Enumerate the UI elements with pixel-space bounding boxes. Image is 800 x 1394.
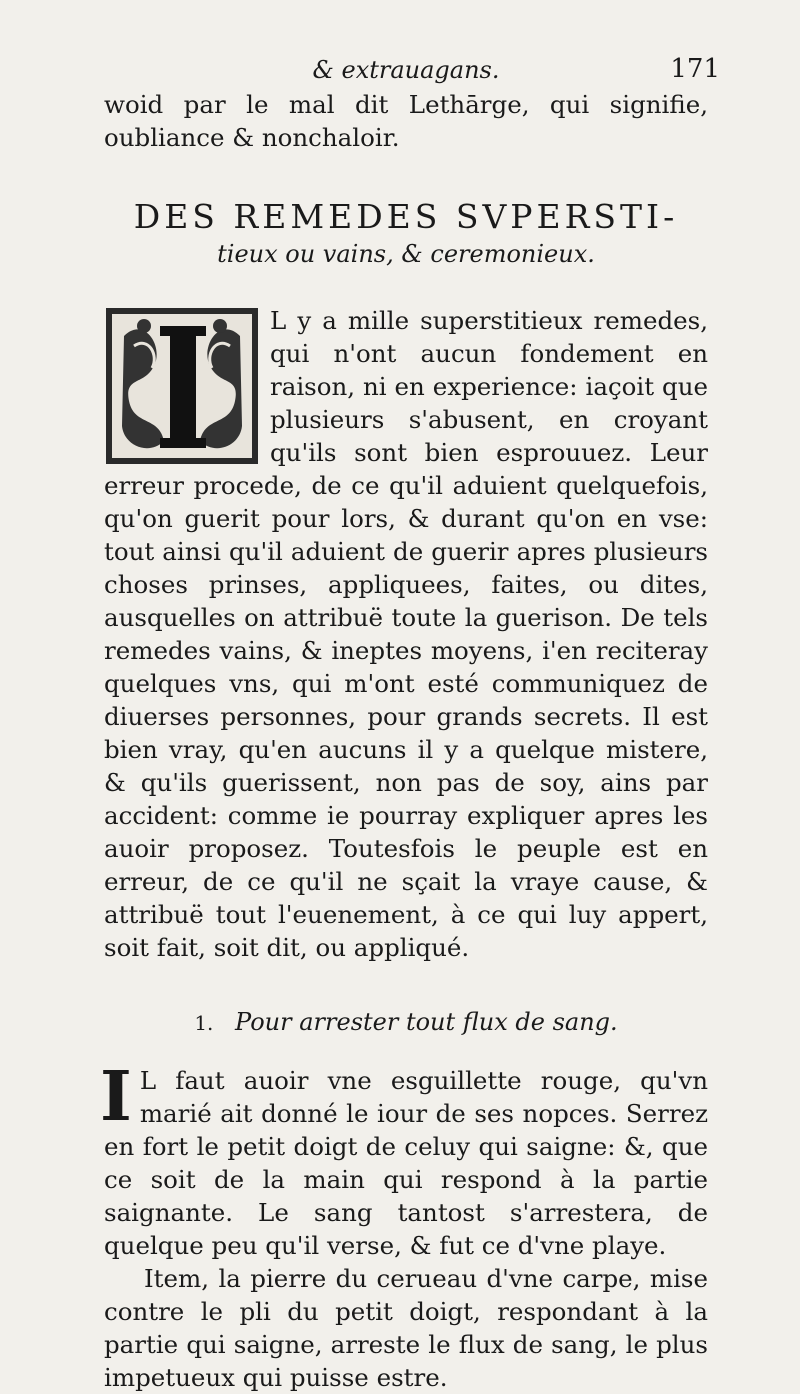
section-block	[100, 1057, 708, 1394]
ornamental-initial-icon	[104, 306, 260, 466]
chapter-title: DES REMEDES SVPERSTI-	[133, 197, 679, 236]
running-head	[104, 50, 720, 90]
section-initial: I	[100, 1057, 132, 1137]
section-number: 1.	[194, 1011, 214, 1035]
chapter-subtitle: tieux ou vains, & ceremonieux.	[217, 240, 595, 268]
section-heading	[104, 1008, 708, 1036]
intro-text: woid par le mal dit Lethārge, qui signifie, oubliance & nonchaloir.	[104, 90, 708, 152]
section-title: Pour arrester tout flux de sang.	[235, 1008, 618, 1036]
page-number: 171	[670, 54, 720, 84]
running-title: & extrauagans.	[312, 56, 500, 84]
main-paragraph: L y a mille superstitieux remedes, qui n'ont aucun fondement en raison, ni en experience: iaçoit que plusieurs s'abusent, en croyant qu'ils sont bien esprouuez. Leur erreur procede, de ce qu'il aduient quelquefois, qu'on guerit pour lors, & durant qu'on en vse: tout ainsi qu'il aduient de guerir apres plusieurs choses prinses, appliquees, faites, ou dites, ausquelles on attribuë toute la guerison. De tels remedes vains, & ineptes moyens, i'en reciteray quelques vns, qui m'ont esté communiquez de diuerses personnes, pour grands secrets. Il est bien vray, qu'en aucuns il y a quelque mistere, & qu'ils guerissent, non pas de soy, ains par accident: comme ie pourray expliquer apres les auoir proposez. Toutesfois le peuple est en erreur, de ce qu'il ne sçait la vraye cause, & attribuë tout l'euenement, à ce qui luy appert, soit fait, soit dit, ou appliqué.	[104, 306, 708, 962]
section-paragraph-2: Item, la pierre du cerueau d'vne carpe, mise contre le pli du petit doigt, respondant à la partie qui saigne, arreste le flux de sang, le plus impetueux qui puisse estre.	[104, 1264, 708, 1392]
section-paragraph-1: L faut auoir vne esguillette rouge, qu'vn marié ait donné le iour de ses nopces. Serrez en fort le petit doigt de celuy qui saigne: &, que ce soit de la main qui respond à la partie saignante. Le sang tantost s'arrestera, de quelque peu qu'il verse, & fut ce d'vne playe.	[104, 1066, 708, 1260]
main-block	[104, 304, 708, 964]
